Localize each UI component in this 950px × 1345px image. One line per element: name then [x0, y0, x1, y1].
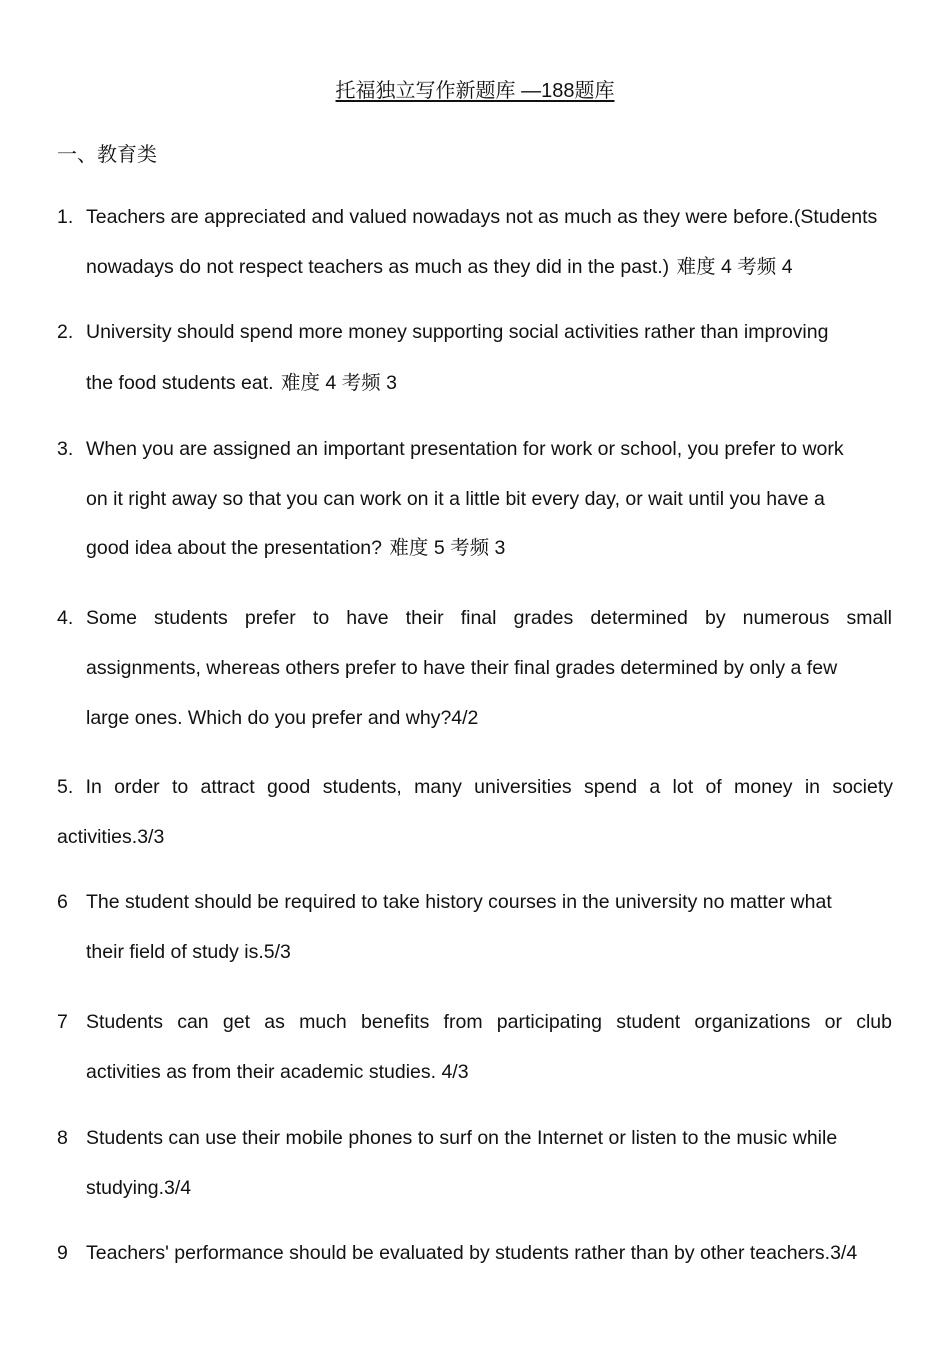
question-text-line	[57, 775, 893, 799]
question-text-line: activities as from their academic studies. 4/3	[86, 1061, 469, 1083]
question-text-line: Some students prefer to have their final grades determined by numerous small	[86, 607, 892, 629]
question-number: 9	[57, 1242, 68, 1264]
question-number: 4.	[57, 607, 74, 629]
question-text-line	[86, 255, 793, 279]
question-text-line: activities.3/3	[57, 826, 165, 848]
question-text: In order to attract good students, many universities spend a lot of money in society	[85, 776, 894, 798]
question-text-line	[86, 536, 505, 560]
question-text-line: The student should be required to take history courses in the university no matter what	[86, 891, 832, 913]
question-text: the food students eat.	[86, 372, 274, 394]
question-text-line: Students can get as much benefits from participating student organizations or club	[86, 1011, 892, 1033]
question-text-line: Teachers are appreciated and valued nowadays not as much as they were before.(Students	[86, 206, 878, 228]
difficulty-frequency: 难度 4 考频 4	[676, 256, 793, 278]
question-text-line: assignments, whereas others prefer to have their final grades determined by only a few	[86, 657, 838, 679]
question-number: 3.	[57, 438, 74, 460]
section-heading: 一、教育类	[57, 144, 157, 166]
question-number: 6	[57, 891, 68, 913]
question-text: good idea about the presentation?	[86, 537, 382, 559]
document-title-text: 托福独立写作新题库 —188题库	[335, 80, 615, 102]
question-number: 2.	[57, 321, 74, 343]
difficulty-frequency: 难度 4 考频 3	[280, 372, 397, 394]
question-text-line: When you are assigned an important presentation for work or school, you prefer to work	[86, 438, 844, 460]
question-number: 1.	[57, 206, 74, 228]
difficulty-frequency: 难度 5 考频 3	[389, 537, 506, 559]
question-text-line: on it right away so that you can work on it a little bit every day, or wait until you have a	[86, 488, 825, 510]
question-text-line: Students can use their mobile phones to surf on the Internet or listen to the music while	[86, 1127, 838, 1149]
document-title	[0, 74, 950, 103]
question-number: 8	[57, 1127, 68, 1149]
question-text-line: their field of study is.5/3	[86, 941, 291, 963]
question-text-line: University should spend more money supporting social activities rather than improving	[86, 321, 829, 343]
question-text-line: Teachers' performance should be evaluated by students rather than by other teachers.3/4	[86, 1242, 858, 1264]
question-number: 5.	[57, 776, 74, 798]
question-number: 7	[57, 1011, 68, 1033]
question-text-line	[86, 371, 397, 395]
question-text-line: large ones. Which do you prefer and why?4/2	[86, 707, 479, 729]
question-text-line: studying.3/4	[86, 1177, 192, 1199]
question-text: nowadays do not respect teachers as much as they did in the past.)	[86, 256, 670, 278]
